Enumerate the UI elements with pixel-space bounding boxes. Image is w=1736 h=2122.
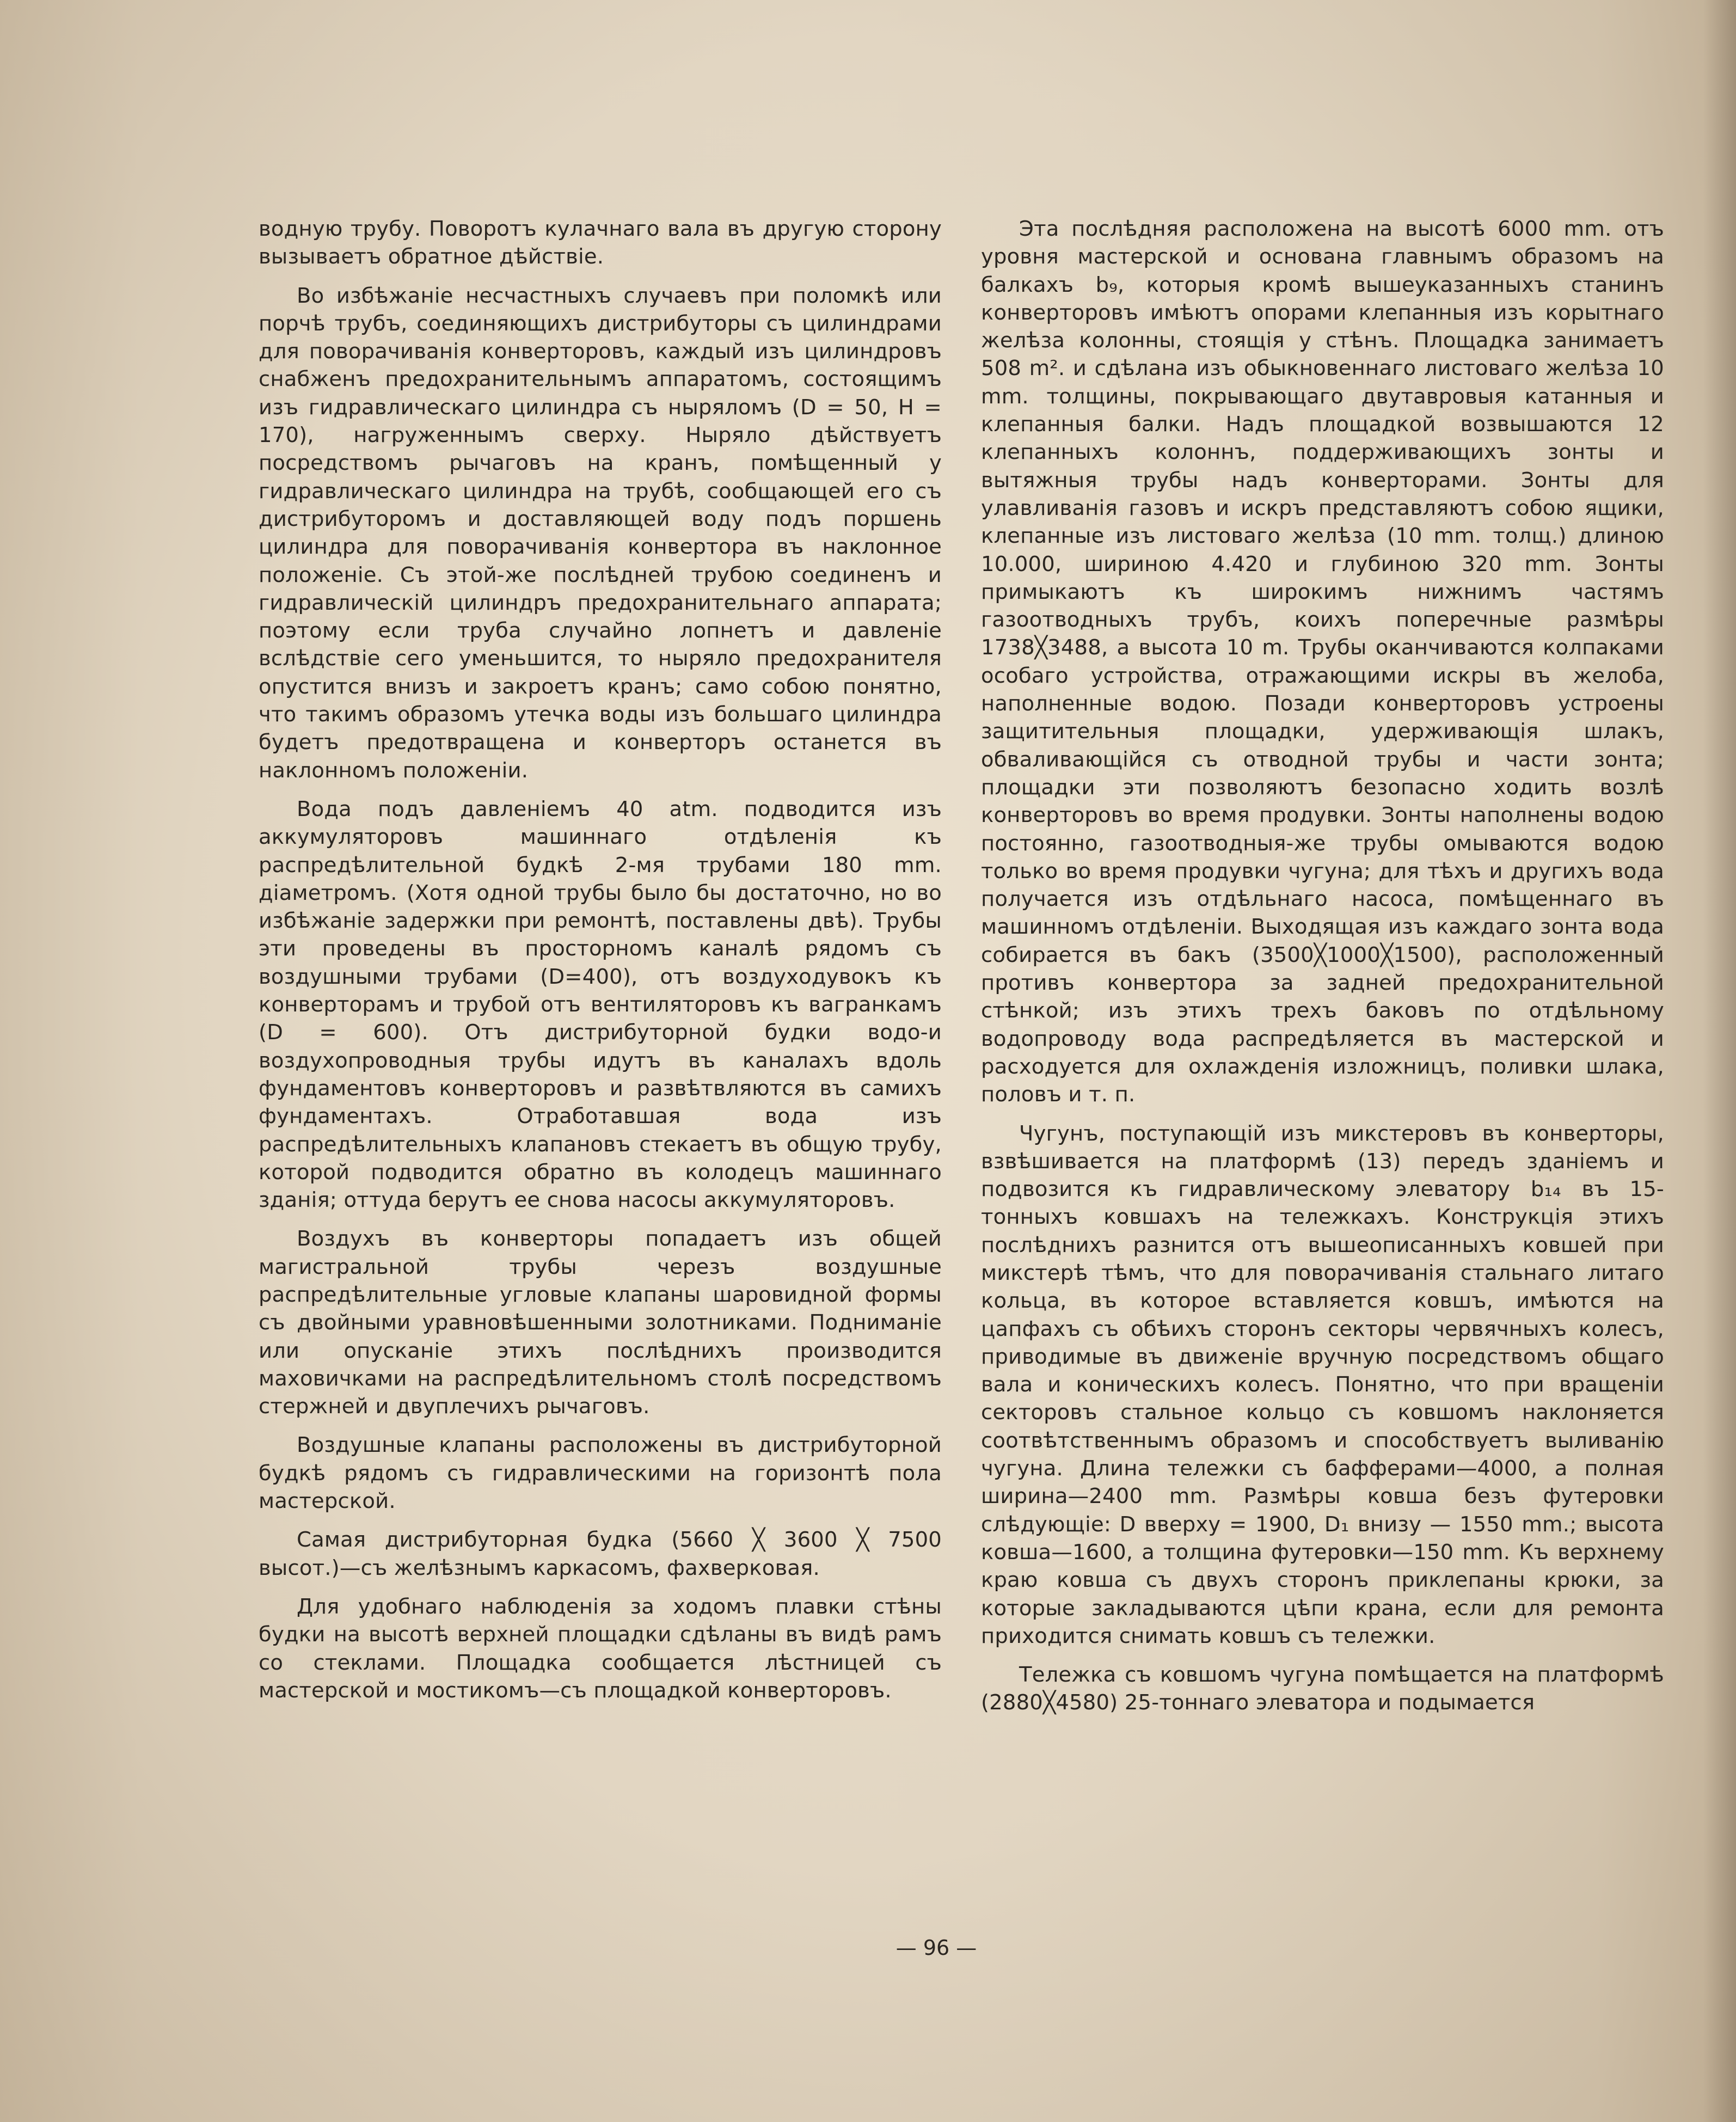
paragraph: Тележка съ ковшомъ чугуна помѣщается на платформѣ (2880╳4580) 25-тоннаго элеватора и подымается [981,1663,1664,1715]
page-number: — 96 — [895,1936,977,1960]
paragraph: Во избѣжаніе несчастныхъ случаевъ при поломкѣ или порчѣ трубъ, соединяющихъ дистрибуторы съ цилиндрами для поворачиванія конверторовъ, каждый изъ цилиндровъ снабженъ предохранительнымъ аппаратомъ, состоящимъ изъ гидравлическаго цилиндра съ ныряломъ (D = 50, H = 170), нагруженнымъ сверху. Нырялo дѣйствуетъ посредствомъ рычаговъ на кранъ, помѣщенный у гидравлическаго цилиндра на трубѣ, сообщающей его съ дистрибуторомъ и доставляющей воду подъ поршень цилиндра для поворачиванія конвертора въ наклонное положеніе. Съ этой-же послѣдней трубою соединенъ и гидравлическій цилиндръ предохранительнаго аппарата; поэтому если труба случайно лопнетъ и давленіе вслѣдствіе сего уменьшится, то нырялo предохранителя опустится внизъ и закроетъ кранъ; само собою понятно, что такимъ образомъ утечка воды изъ большаго цилиндра будетъ предотвращена и конверторъ останется въ наклонномъ положеніи. [259,283,942,783]
paragraph: водную трубу. Поворотъ кулачнаго вала въ другую сторону вызываетъ обратное дѣйствіе. [259,217,942,269]
left-column [259,215,942,1715]
paragraph: Самая дистрибуторная будка (5660 ╳ 3600 ╳ 7500 высот.)—съ желѣзнымъ каркасомъ, фахверковая. [259,1528,942,1580]
paragraph: Для удобнаго наблюденія за ходомъ плавки стѣны будки на высотѣ верхней площадки сдѣланы въ видѣ рамъ со стеклами. Площадка сообщается лѣстницей съ мастерской и мостикомъ—съ площадкой конверторовъ. [259,1594,942,1703]
right-column [981,215,1664,1728]
page-edge-shadow [1703,0,1736,2122]
paragraph: Эта послѣдняя расположена на высотѣ 6000 mm. отъ уровня мастерской и основана главнымъ образомъ на балкахъ b₉, которыя кромѣ вышеуказанныхъ станинъ конверторовъ имѣютъ опорами клепанныя изъ корытнаго желѣза колонны, стоящія у стѣнъ. Площадка занимаетъ 508 m². и сдѣлана изъ обыкновеннаго листоваго желѣза 10 mm. толщины, покрывающаго двутавровыя катанныя и клепанныя балки. Надъ площадкой возвышаются 12 клепанныхъ колоннъ, поддерживающихъ зонты и вытяжныя трубы надъ конверторами. Зонты для улавливанія газовъ и искръ представляютъ собою ящики, клепанные изъ листоваго желѣза (10 mm. толщ.) длиною 10.000, шириною 4.420 и глубиною 320 mm. Зонты примыкаютъ къ широкимъ нижнимъ частямъ газоотводныхъ трубъ, коихъ поперечные размѣры 1738╳3488, а высота 10 m. Трубы оканчиваются колпаками особаго устройства, отражающими искры въ желоба, наполненные водою. Позади конверторовъ устроены защитительныя площадки, удерживающія шлакъ, обваливающійся съ отводной трубы и части зонта; площадки эти позволяютъ безопасно ходить возлѣ конверторовъ во время продувки. Зонты наполнены водою постоянно, газоотводныя-же трубы омываются водою только во время продувки чугуна; для тѣхъ и другихъ вода получается изъ отдѣльнаго насоса, помѣщеннаго въ машинномъ отдѣленіи. Выходящая изъ каждаго зонта вода собирается въ бакъ (3500╳1000╳1500), расположенный противъ конвертора за задней предохранительной стѣнкой; изъ этихъ трехъ баковъ по отдѣльному водопроводу вода распредѣляется въ мастерской и расходуется для охлажденія изложницъ, поливки шлака, половъ и т. п. [981,217,1664,1107]
paragraph: Вода подъ давленіемъ 40 atm. подводится изъ аккумуляторовъ машиннаго отдѣленія къ распредѣлительной будкѣ 2-мя трубами 180 mm. діаметромъ. (Хотя одной трубы было бы достаточно, но во избѣжаніе задержки при ремонтѣ, поставлены двѣ). Трубы эти проведены въ просторномъ каналѣ рядомъ съ воздушными трубами (D=400), отъ воздуходувокъ къ конверторамъ и трубой отъ вентиляторовъ къ вагранкамъ (D = 600). Отъ дистрибуторной будки водо-и воздухопроводныя трубы идутъ въ каналахъ вдоль фундаментовъ конверторовъ и развѣтвляются въ самихъ фундаментахъ. Отработавшая вода изъ распредѣлительныхъ клапановъ стекаетъ въ общую трубу, которой подводится обратно въ колодецъ машиннаго зданія; оттуда берутъ ее снова насосы аккумуляторовъ. [259,796,942,1213]
paragraph: Воздухъ въ конверторы попадаетъ изъ общей магистральной трубы черезъ воздушные распредѣлительные угловые клапаны шаровидной формы съ двойными уравновѣшенными золотниками. Подниманіе или опусканіе этихъ послѣднихъ производится маховичками на распредѣлительномъ столѣ посредствомъ стержней и двуплечихъ рычаговъ. [259,1226,942,1419]
paragraph: Чугунъ, поступающій изъ микстеровъ въ конверторы, взвѣшивается на платформѣ (13) передъ зданіемъ и подвозится къ гидравлическому элеватору b₁₄ въ 15-тонныхъ ковшахъ на тележкахъ. Конструкція этихъ послѣднихъ разнится отъ вышеописанныхъ ковшей при микстерѣ тѣмъ, что для поворачиванія стальнаго литаго кольца, въ которое вставляется ковшъ, имѣются на цапфахъ съ обѣихъ сторонъ секторы червячныхъ колесъ, приводимые въ движеніе вручную посредствомъ общаго вала и коническихъ колесъ. Понятно, что при вращеніи секторовъ стальное кольцо съ ковшомъ наклоняется соотвѣтственнымъ образомъ и способствуетъ выливанію чугуна. Длина тележки съ бафферами—4000, а полная ширина—2400 mm. Размѣры ковша безъ футеровки слѣдующіе: D вверху = 1900, D₁ внизу — 1550 mm.; высота ковша—1600, а толщина футеровки—150 mm. Къ верхнему краю ковша съ двухъ сторонъ приклепаны крюки, за которые закладываются цѣпи крана, если для ремонта приходится снимать ковшъ съ тележки. [981,1121,1664,1648]
paragraph: Воздушные клапаны расположены въ дистрибуторной будкѣ рядомъ съ гидравлическими на горизонтѣ пола мастерской. [259,1433,942,1514]
